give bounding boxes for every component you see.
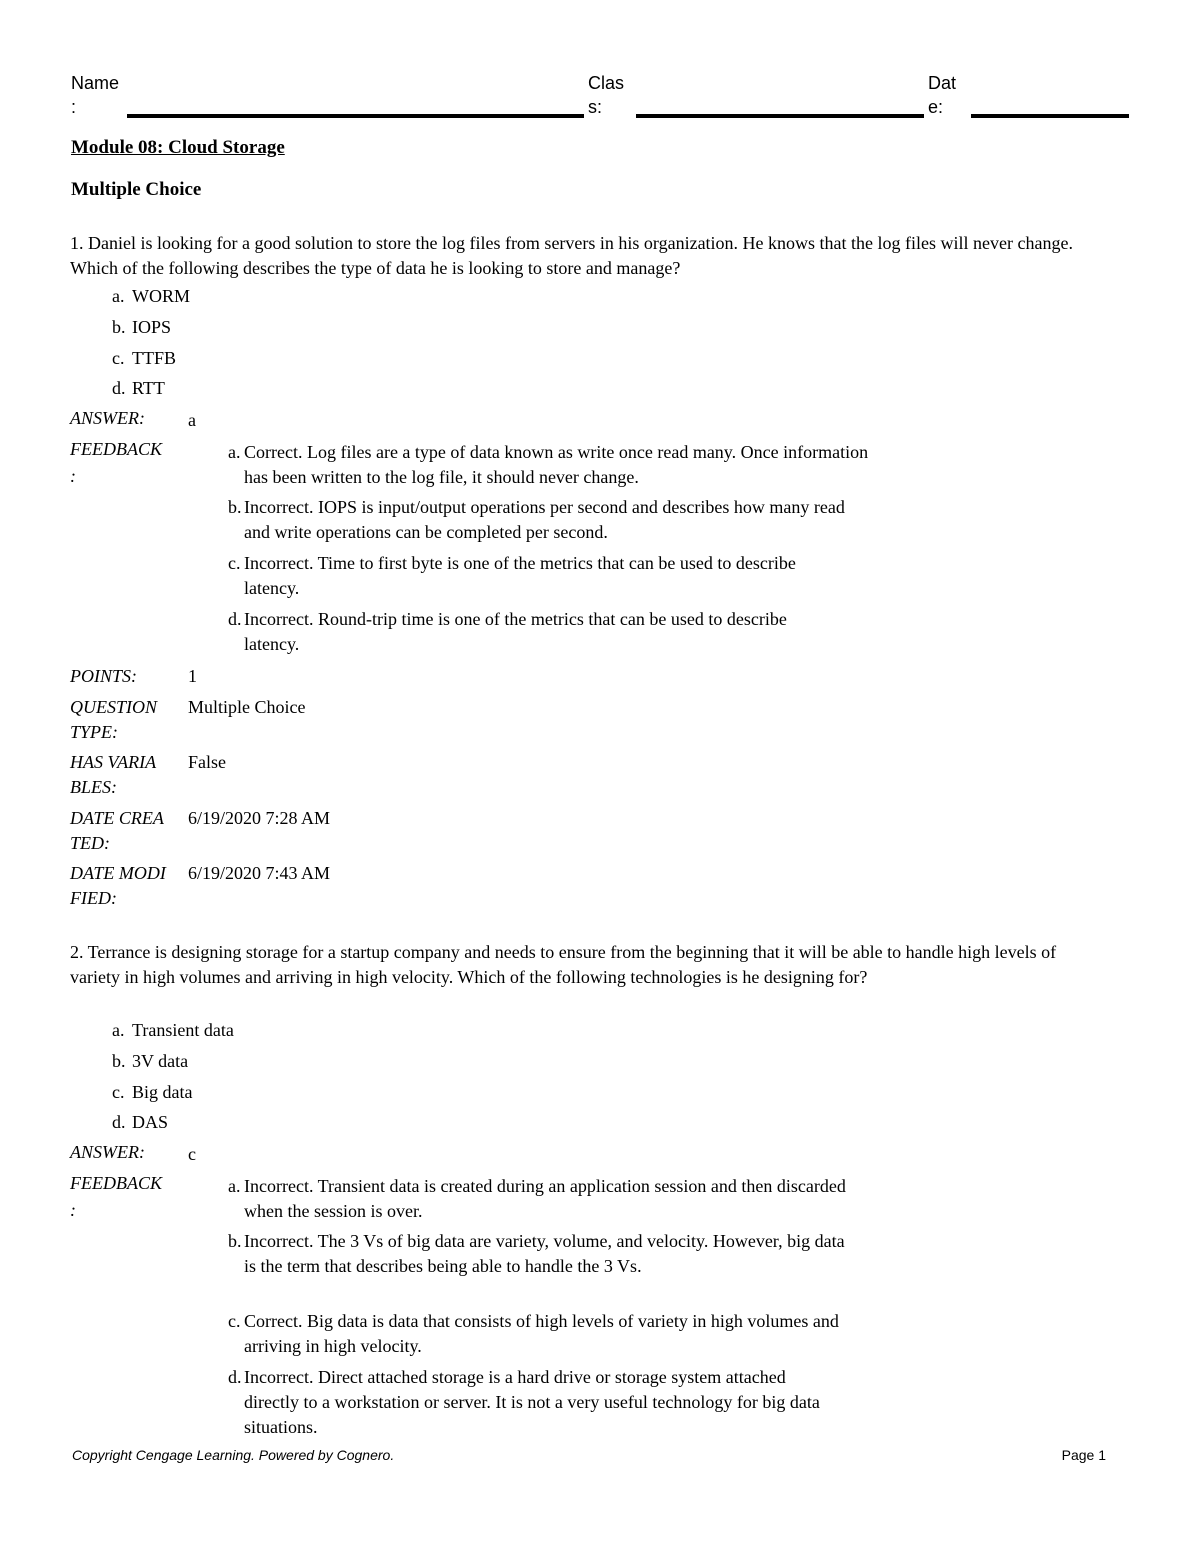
option-text: Big data (132, 1082, 193, 1102)
date-modified-value: 6/19/2020 7:43 AM (188, 863, 331, 883)
name-blank-line (127, 114, 584, 118)
feedback-letter: c. (228, 553, 241, 573)
date-label-top: Dat (928, 73, 957, 93)
answer-value: a (188, 410, 196, 430)
class-blank-line (636, 114, 924, 118)
name-label-bottom: : (71, 97, 77, 117)
date-created-label-2: TED: (70, 833, 110, 853)
option-letter: d. (112, 1112, 126, 1132)
option-d (112, 377, 165, 399)
feedback-label-2: : (70, 466, 76, 486)
option-a (112, 285, 190, 307)
option-text: 3V data (132, 1051, 189, 1071)
feedback-text: Incorrect. Time to first byte is one of the metrics that can be used to describe latency. (244, 553, 796, 598)
option-letter: c. (112, 348, 125, 368)
section-heading: Multiple Choice (71, 179, 202, 200)
feedback-c (228, 1309, 878, 1359)
class-label-top: Clas (588, 73, 625, 93)
option-a (112, 1019, 234, 1041)
date-modified-label-1: DATE MODI (70, 863, 166, 883)
option-d (112, 1111, 168, 1133)
feedback-label-1: FEEDBACK (70, 1173, 162, 1193)
option-text: WORM (132, 286, 190, 306)
option-letter: b. (112, 317, 126, 337)
feedback-letter: b. (228, 497, 242, 517)
feedback-a (228, 1174, 878, 1224)
feedback-d (228, 607, 878, 657)
copyright-notice: Copyright Cengage Learning. Powered by Cognero. (72, 1447, 395, 1463)
answer-label: ANSWER: (70, 1142, 145, 1162)
feedback-label-1: FEEDBACK (70, 439, 162, 459)
feedback-text: Incorrect. The 3 Vs of big data are variety, volume, and velocity. However, big data is the term that describes being able to handle the 3 Vs. (244, 1231, 845, 1276)
option-letter: a. (112, 1020, 125, 1040)
option-letter: b. (112, 1051, 126, 1071)
date-created-label-1: DATE CREA (70, 808, 164, 828)
feedback-letter: a. (228, 442, 241, 462)
class-label-bottom: s: (588, 97, 603, 117)
question-type-label-2: TYPE: (70, 722, 119, 742)
feedback-b (228, 1229, 878, 1279)
feedback-text: Incorrect. Direct attached storage is a hard drive or storage system attached directly to a workstation or server. It is not a very useful technology for big data situations. (244, 1367, 820, 1437)
feedback-text: Correct. Big data is data that consists of high levels of variety in high volumes and arriving in high velocity. (244, 1311, 839, 1356)
feedback-text: Incorrect. Round-trip time is one of the metrics that can be used to describe latency. (244, 609, 787, 654)
date-created-value: 6/19/2020 7:28 AM (188, 808, 331, 828)
feedback-letter: b. (228, 1231, 242, 1251)
option-text: RTT (132, 378, 165, 398)
question-type-value: Multiple Choice (188, 697, 306, 717)
answer-value: c (188, 1144, 196, 1164)
points-label: POINTS: (70, 666, 137, 686)
option-letter: c. (112, 1082, 125, 1102)
option-c (112, 1081, 193, 1103)
option-c (112, 347, 176, 369)
has-variables-label-2: BLES: (70, 777, 117, 797)
option-b (112, 316, 171, 338)
question-type-label-1: QUESTION (70, 697, 158, 717)
has-variables-label-1: HAS VARIA (70, 752, 157, 772)
date-modified-label-2: FIED: (70, 888, 117, 908)
question-stem: 2. Terrance is designing storage for a startup company and needs to ensure from the beginning that it will be able to handle high levels of variety in high volumes and arriving in high velocity. Which of the following technologies is he designing for? (70, 942, 1057, 987)
name-label-top: Name (71, 73, 120, 93)
points-value: 1 (188, 666, 197, 686)
has-variables-value: False (188, 752, 226, 772)
date-label-bottom: e: (928, 97, 944, 117)
feedback-text: Incorrect. Transient data is created during an application session and then discarded when the session is over. (244, 1176, 846, 1221)
feedback-letter: c. (228, 1311, 241, 1331)
option-letter: d. (112, 378, 126, 398)
feedback-b (228, 495, 878, 545)
option-b (112, 1050, 188, 1072)
feedback-a (228, 440, 878, 490)
feedback-letter: d. (228, 1367, 242, 1387)
feedback-text: Correct. Log files are a type of data known as write once read many. Once information has been written to the log file, it should never change. (244, 442, 869, 487)
question-stem: 1. Daniel is looking for a good solution to store the log files from servers in his organization. He knows that the log files will never change. Which of the following describes the type of data he is looking to store and manage? (70, 233, 1073, 278)
feedback-c (228, 551, 878, 601)
module-title: Module 08: Cloud Storage (71, 137, 285, 158)
feedback-letter: d. (228, 609, 242, 629)
option-text: TTFB (132, 348, 177, 368)
date-blank-line (971, 114, 1129, 118)
option-letter: a. (112, 286, 125, 306)
answer-label: ANSWER: (70, 408, 145, 428)
feedback-d (228, 1365, 878, 1440)
option-text: DAS (132, 1112, 169, 1132)
feedback-letter: a. (228, 1176, 241, 1196)
option-text: IOPS (132, 317, 172, 337)
feedback-label-2: : (70, 1200, 76, 1220)
option-text: Transient data (132, 1020, 234, 1040)
page-number: Page 1 (1061, 1447, 1106, 1463)
feedback-text: Incorrect. IOPS is input/output operations per second and describes how many read and write operations can be completed per second. (244, 497, 845, 542)
